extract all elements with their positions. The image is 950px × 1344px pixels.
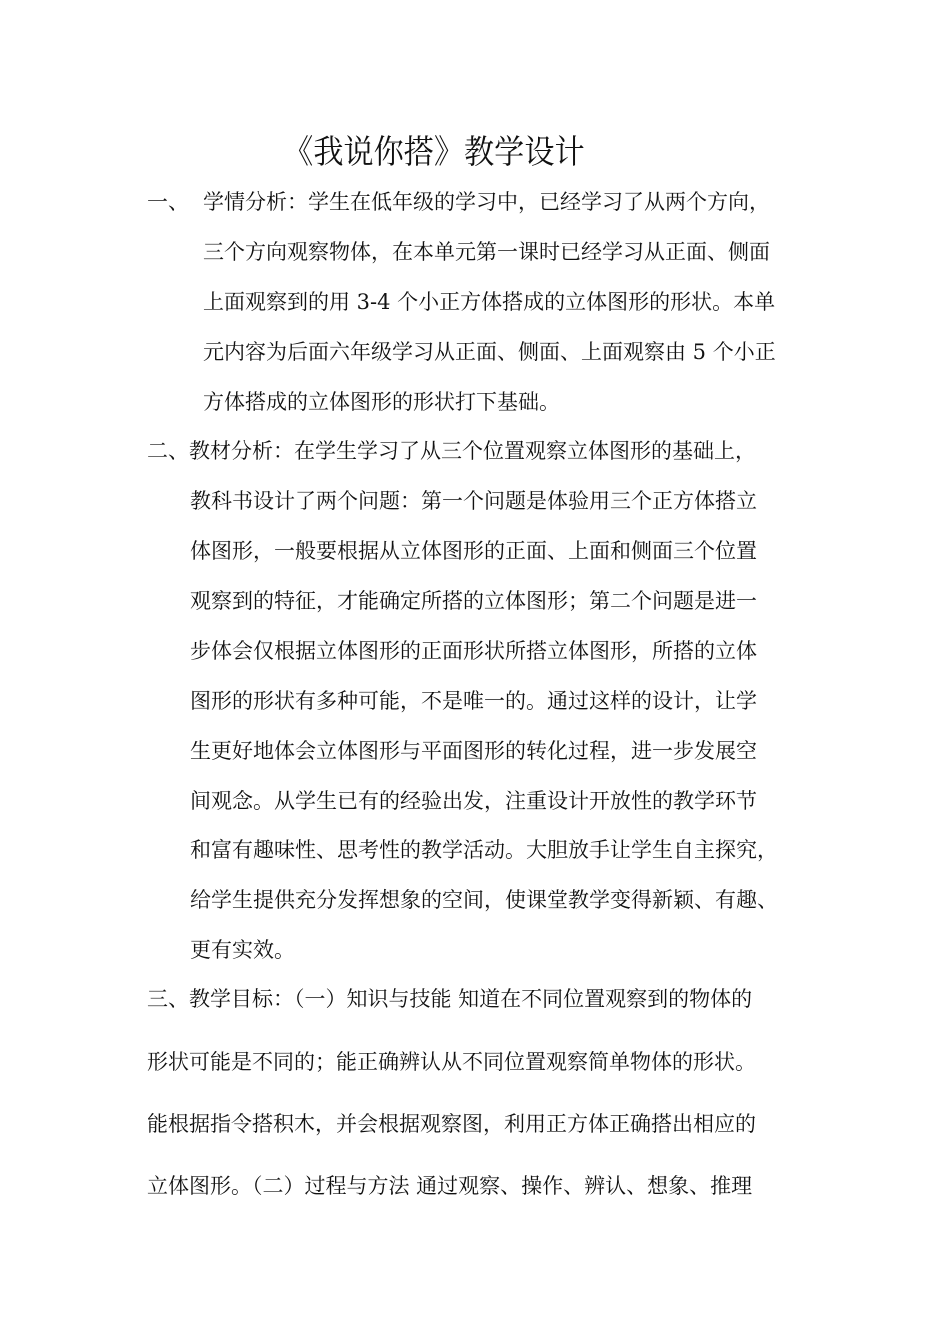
- section-2-line-2: 教科书设计了两个问题：第一个问题是体验用三个正方体搭立: [190, 489, 757, 513]
- section-1-line-5: 方体搭成的立体图形的形状打下基础。: [203, 390, 560, 414]
- section-2-line-8: 间观念。从学生已有的经验出发，注重设计开放性的教学环节: [190, 789, 757, 813]
- section-2-line-6: 图形的形状有多种可能，不是唯一的。通过这样的设计，让学: [190, 689, 757, 713]
- section-3-line-3: 能根据指令搭积木，并会根据观察图，利用正方体正确搭出相应的: [147, 1112, 756, 1136]
- section-2-line-4: 观察到的特征，才能确定所搭的立体图形；第二个问题是进一: [190, 589, 757, 613]
- section-2-line-3: 体图形，一般要根据从立体图形的正面、上面和侧面三个位置: [190, 539, 757, 563]
- section-2-line-5: 步体会仅根据立体图形的正面形状所搭立体图形，所搭的立体: [190, 639, 757, 663]
- section-2-line-9: 和富有趣味性、思考性的教学活动。大胆放手让学生自主探究，: [190, 838, 778, 862]
- section-1-line-2: 三个方向观察物体，在本单元第一课时已经学习从正面、侧面: [203, 240, 770, 264]
- section-1-line-4: 元内容为后面六年级学习从正面、侧面、上面观察由 5 个小正: [203, 340, 776, 364]
- document-title: 《我说你搭》教学设计: [283, 132, 585, 171]
- section-2-line-10: 给学生提供充分发挥想象的空间，使课堂教学变得新颖、有趣、: [190, 888, 778, 912]
- section-2-line-7: 生更好地体会立体图形与平面图形的转化过程，进一步发展空: [190, 739, 757, 763]
- section-1-line-3: 上面观察到的用 3-4 个小正方体搭成的立体图形的形状。本单: [203, 290, 776, 314]
- section-1-line-1: 学情分析：学生在低年级的学习中，已经学习了从两个方向，: [203, 190, 770, 214]
- section-3-line-2: 形状可能是不同的；能正确辨认从不同位置观察简单物体的形状。: [147, 1050, 756, 1074]
- section-3-line-4: 立体图形。（二）过程与方法 通过观察、操作、辨认、想象、推理: [147, 1174, 753, 1198]
- section-2-line-1: 二、教材分析：在学生学习了从三个位置观察立体图形的基础上，: [147, 439, 756, 463]
- section-3-line-1: 三、教学目标：（一）知识与技能 知道在不同位置观察到的物体的: [147, 987, 753, 1011]
- section-2-line-11: 更有实效。: [190, 938, 295, 962]
- section-1-marker: 一、: [147, 190, 189, 214]
